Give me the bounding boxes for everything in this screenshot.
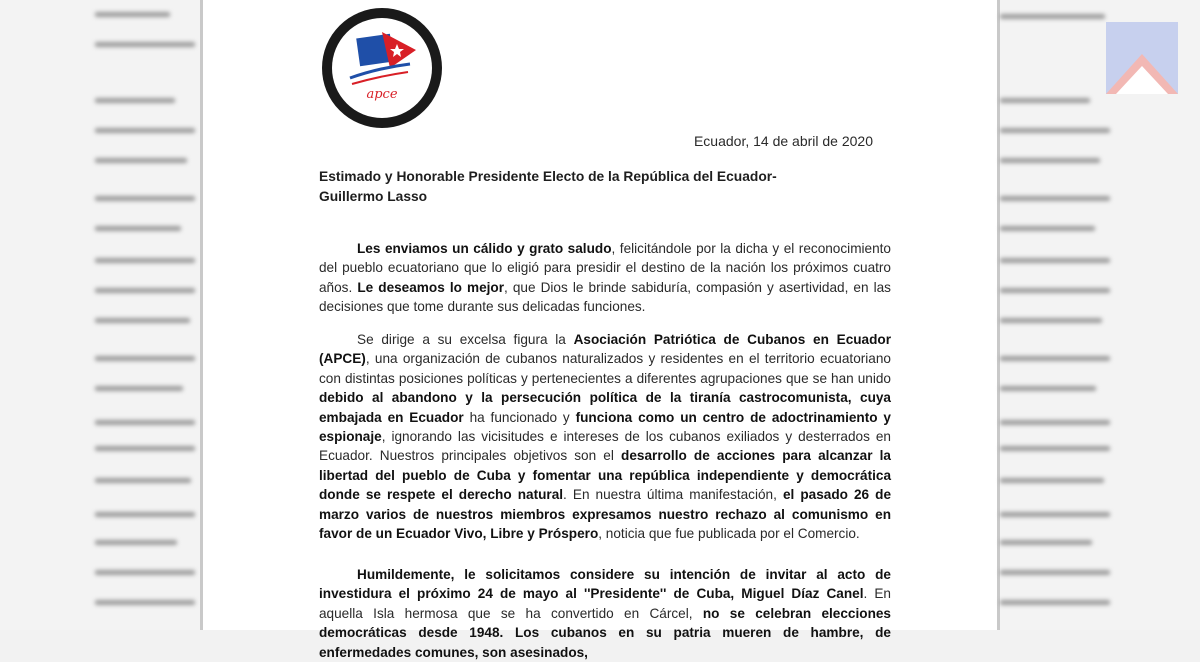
site-logo-icon: [1106, 22, 1178, 94]
apce-logo: [320, 6, 444, 130]
p3-text-1: . En aquella Isla hermosa que se ha convertido en Cárcel,: [319, 586, 891, 621]
p3-bold-2: no se celebran elecciones democráticas desde 1948. Los cubanos en su patria mueren de hambre, de enfermedades comunes, son asesinados,: [319, 605, 891, 660]
salutation-line-1: Estimado y Honorable Presidente Electo de la República del Ecuador-: [319, 169, 777, 184]
paragraph-3: [319, 565, 891, 662]
p2-bold-4: desarrollo de acciones para alcanzar la libertad del pueblo de Cuba y fomentar una república independiente y democrática donde se respete el derecho natural: [319, 448, 891, 503]
paragraph-1: [319, 239, 891, 317]
paragraph-2: [319, 330, 891, 543]
salutation-line-2: Guillermo Lasso: [319, 189, 428, 204]
p2-text-2: , una organización de cubanos naturalizados y residentes en el territorio ecuatoriano con distintas posiciones políticas y pertenecientes a diferentes agrupaciones que se han unido: [319, 351, 891, 386]
logo-text: apce: [366, 87, 398, 102]
p2-text-5: . En nuestra última manifestación,: [563, 487, 783, 503]
salutation: [319, 167, 879, 207]
p2-bold-1: Asociación Patriótica de Cubanos en Ecuador (APCE): [319, 332, 892, 367]
p2-bold-5: el pasado 26 de marzo varios de nuestros miembros expresamos nuestro rechazo al comunismo en favor de un Ecuador Vivo, Libre y Próspero: [319, 487, 892, 542]
p1-bold-2: Le deseamos lo mejor: [357, 279, 504, 295]
p2-text-3: ha funcionado y: [463, 409, 576, 425]
p1-bold-1: Les enviamos un cálido y grato saludo: [357, 241, 612, 256]
p1-text-1: , felicitándole por la dicha y el reconocimiento del pueblo ecuatoriano que lo eligió para presidir el destino de la nación los próximos cuatro años.: [319, 241, 891, 295]
p2-text-6: , noticia que fue publicada por el Comercio.: [598, 526, 860, 542]
blurred-background-right: [1000, 0, 1200, 630]
p2-bold-3: funciona como un centro de adoctrinamiento y espionaje: [319, 409, 891, 445]
letter-date: Ecuador, 14 de abril de 2020: [693, 133, 873, 149]
p2-text-4: , ignorando las vicisitudes e intereses de los cubanos exiliados y desterrados en Ecuador. Nuestros principales objetivos son el: [319, 429, 891, 464]
p1-text-2: , que Dios le brinde sabiduría, compasión y asertividad, en las decisiones que tome durante sus delicadas funciones.: [319, 279, 891, 315]
p2-text-1: Se dirige a su excelsa figura la: [357, 332, 574, 347]
p3-bold-1: Humildemente, le solicitamos considere su intención de invitar al acto de investidura el próximo 24 de mayo al ''Presidente'' de Cuba, Miguel Díaz Canel: [319, 567, 891, 602]
p2-bold-2: debido al abandono y la persecución política de la tiranía castrocomunista, cuya embajada en Ecuador: [319, 390, 891, 425]
letter-page: [203, 0, 1000, 660]
blurred-background-left: [0, 0, 200, 630]
